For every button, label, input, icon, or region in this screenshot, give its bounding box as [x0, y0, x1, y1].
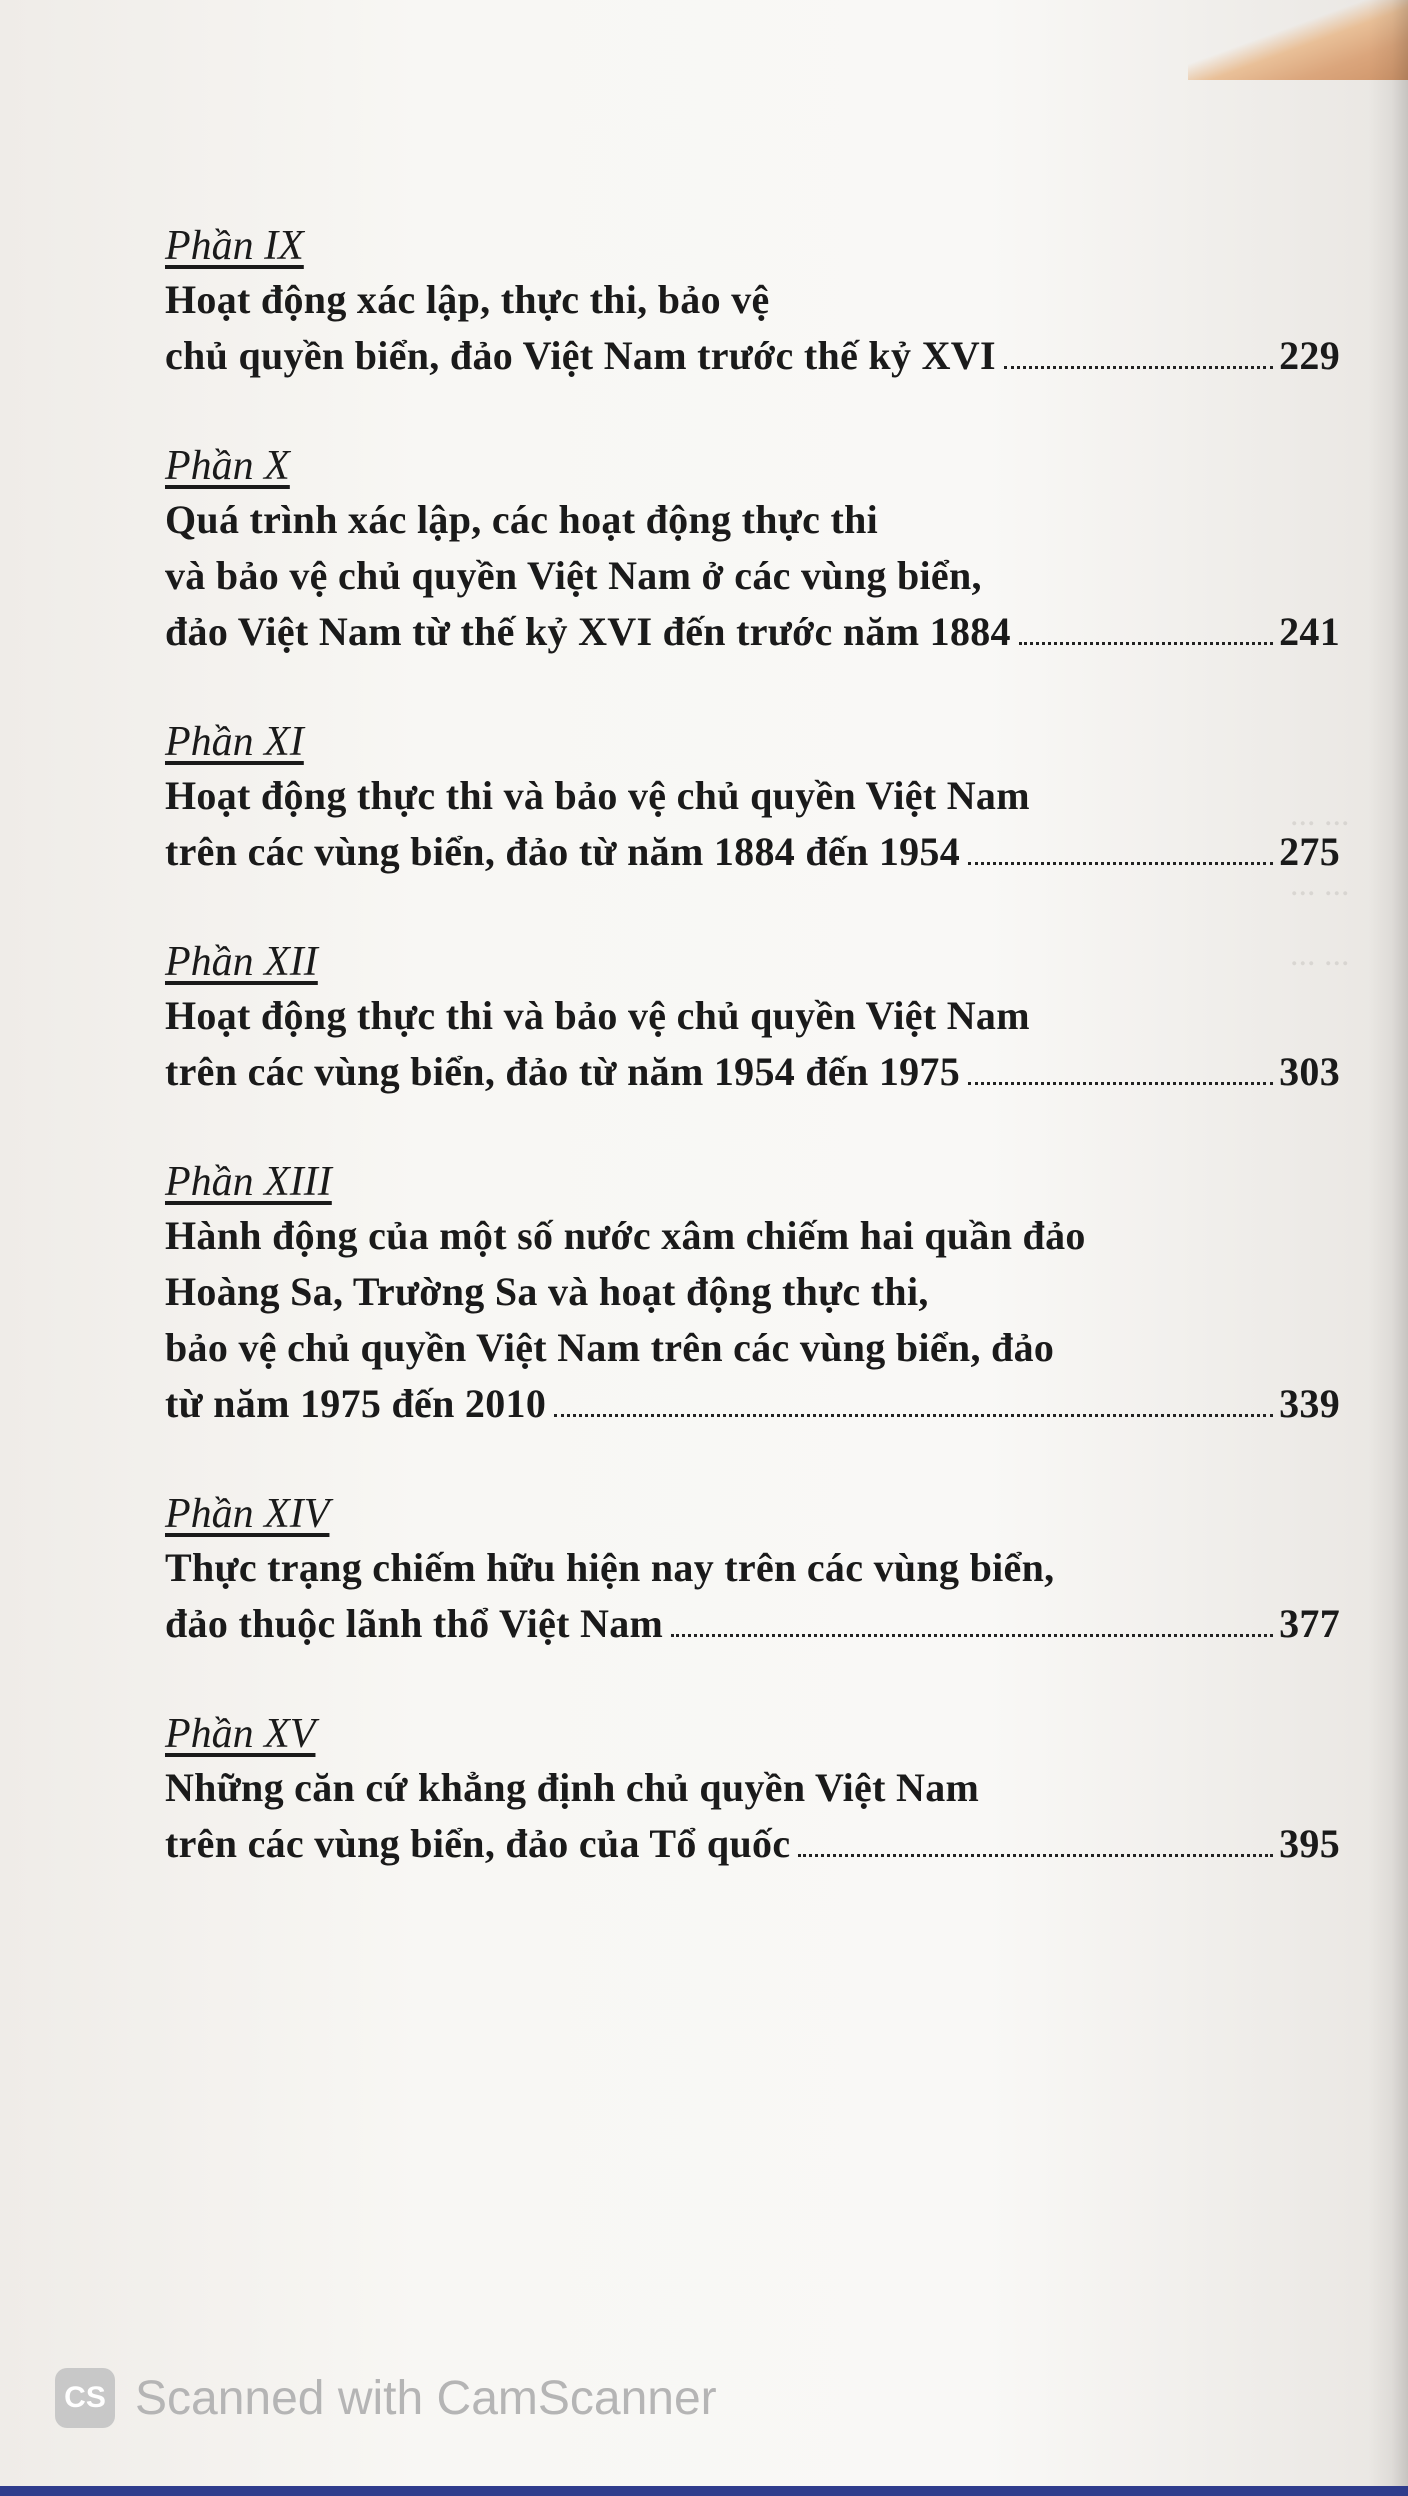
dot-leader [1004, 366, 1273, 369]
toc-entry-final-line [165, 604, 1340, 660]
camscanner-watermark [55, 2368, 717, 2428]
dot-leader [968, 862, 1273, 865]
toc-section [165, 716, 1340, 880]
title-line: từ năm 1975 đến 2010 [165, 1381, 547, 1426]
bottom-edge [0, 2486, 1408, 2496]
camscanner-logo-icon: CS [55, 2368, 115, 2428]
toc-entry-final-line [165, 824, 1340, 880]
part-label: Phần XI [165, 719, 304, 765]
toc-section [165, 440, 1340, 660]
title-line: Những căn cứ khẳng định chủ quyền Việt Nam [165, 1765, 980, 1810]
title-line: Hoạt động xác lập, thực thi, bảo vệ [165, 277, 770, 322]
dot-leader [798, 1854, 1273, 1857]
part-label: Phần XII [165, 939, 318, 985]
part-label: Phần X [165, 443, 290, 489]
dot-leader [968, 1082, 1273, 1085]
toc-entry-final-line [165, 1816, 1340, 1872]
part-label: Phần IX [165, 223, 304, 269]
bleed-through-text: ... ... ... ... ... ... [1290, 796, 1350, 973]
dot-leader [554, 1414, 1273, 1417]
title-line: đảo thuộc lãnh thổ Việt Nam [165, 1601, 664, 1646]
title-line: Hành động của một số nước xâm chiếm hai quần đảo [165, 1213, 1086, 1258]
dot-leader [1019, 642, 1273, 645]
toc-entry-final-line [165, 1596, 1340, 1652]
page-number: 303 [1279, 1049, 1340, 1094]
table-of-contents [165, 220, 1340, 1928]
toc-section [165, 220, 1340, 384]
toc-entry-final-line [165, 328, 1340, 384]
title-line: trên các vùng biển, đảo của Tổ quốc [165, 1821, 791, 1866]
toc-section [165, 1708, 1340, 1872]
page-number: 275 [1279, 829, 1340, 874]
title-line: Hoàng Sa, Trường Sa và hoạt động thực thi, [165, 1269, 929, 1314]
part-label: Phần XV [165, 1711, 316, 1757]
toc-section [165, 1488, 1340, 1652]
title-line: bảo vệ chủ quyền Việt Nam trên các vùng biển, đảo [165, 1325, 1055, 1370]
title-line: Hoạt động thực thi và bảo vệ chủ quyền Việt Nam [165, 993, 1030, 1038]
title-line: Quá trình xác lập, các hoạt động thực thi [165, 497, 879, 542]
toc-section [165, 936, 1340, 1100]
page-number: 339 [1279, 1381, 1340, 1426]
page-number: 377 [1279, 1601, 1340, 1646]
toc-entry-final-line [165, 1044, 1340, 1100]
watermark-text: Scanned with CamScanner [135, 2371, 717, 2425]
page-edge-shadow [1368, 0, 1408, 2496]
title-line: và bảo vệ chủ quyền Việt Nam ở các vùng biển, [165, 553, 982, 598]
title-line: Thực trạng chiếm hữu hiện nay trên các vùng biển, [165, 1545, 1055, 1590]
title-line: trên các vùng biển, đảo từ năm 1884 đến 1954 [165, 829, 961, 874]
part-label: Phần XIII [165, 1159, 332, 1205]
dot-leader [671, 1634, 1273, 1637]
title-line: đảo Việt Nam từ thế kỷ XVI đến trước năm 1884 [165, 609, 1011, 654]
page-number: 395 [1279, 1821, 1340, 1866]
title-line: trên các vùng biển, đảo từ năm 1954 đến 1975 [165, 1049, 961, 1094]
toc-section [165, 1156, 1340, 1432]
title-line: Hoạt động thực thi và bảo vệ chủ quyền Việt Nam [165, 773, 1030, 818]
page-number: 229 [1279, 333, 1340, 378]
title-line: chủ quyền biển, đảo Việt Nam trước thế kỷ XVI [165, 333, 996, 378]
toc-entry-final-line [165, 1376, 1340, 1432]
part-label: Phần XIV [165, 1491, 330, 1537]
page-number: 241 [1279, 609, 1340, 654]
